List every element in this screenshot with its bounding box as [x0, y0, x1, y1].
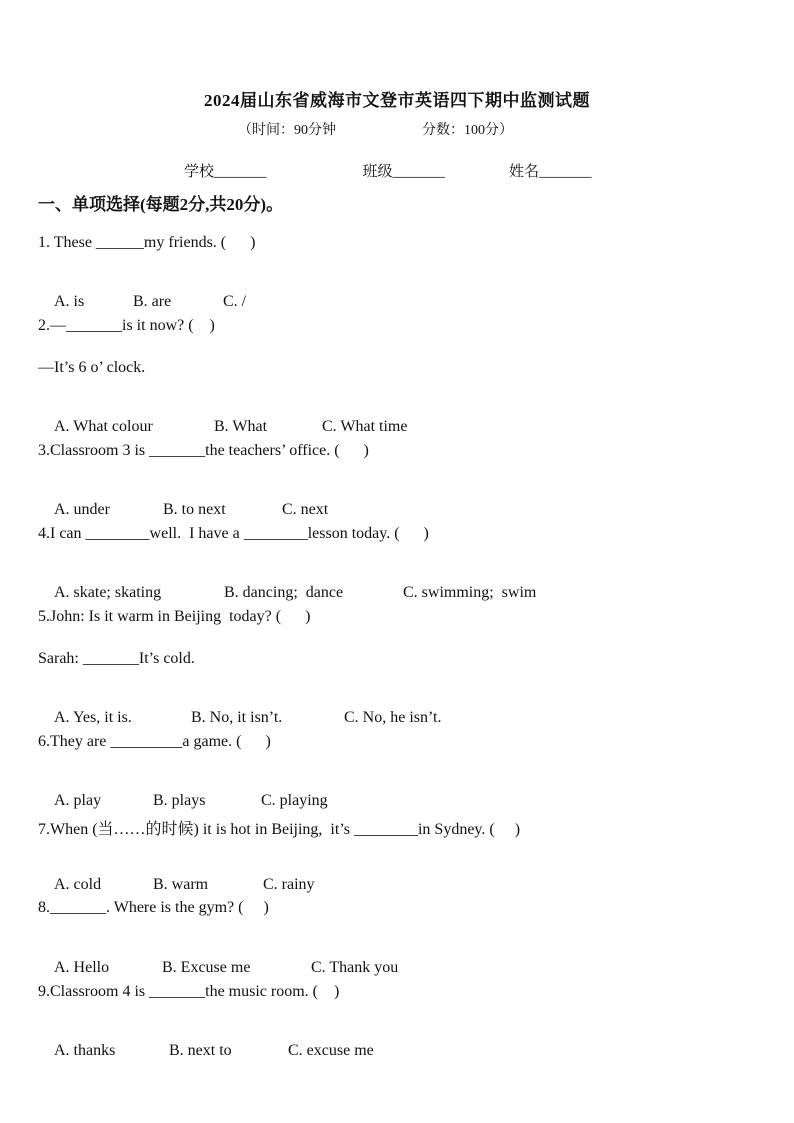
option-a[interactable]: A. skate; skating [54, 584, 162, 601]
option-b[interactable]: B. warm [153, 876, 209, 893]
student-info-fields [184, 160, 592, 181]
option-b[interactable]: B. plays [153, 792, 206, 809]
option-a[interactable]: A. play [54, 792, 102, 809]
question-stem: 1. These ______my friends. ( ) [38, 234, 256, 251]
option-b[interactable]: B. No, it isn’t. [191, 709, 283, 726]
option-c[interactable]: C. Thank you [311, 959, 399, 976]
option-b[interactable]: B. to next [163, 501, 226, 518]
class-field[interactable]: 班级_______ [362, 164, 446, 180]
option-c[interactable]: C. / [223, 293, 247, 310]
option-b[interactable]: B. Excuse me [162, 959, 251, 976]
question-stem-line: Sarah: _______It’s cold. [38, 650, 195, 667]
name-field[interactable]: 姓名_______ [509, 164, 592, 180]
option-c[interactable]: C. next [282, 501, 329, 518]
option-a[interactable]: A. is [54, 293, 85, 310]
option-b[interactable]: B. dancing; dance [224, 584, 344, 601]
question-stem: 9.Classroom 4 is _______the music room. ( ) [38, 983, 340, 1000]
question-stem: 7.When (当……的时候) it is hot in Beijing, it’s ________in Sydney. ( ) [38, 821, 521, 838]
question-stem: 4.I can ________well. I have a ________lesson today. ( ) [38, 525, 429, 542]
option-a[interactable]: A. What colour [54, 418, 153, 435]
section-heading: 一、单项选择(每题2分,共20分)。 [38, 195, 284, 214]
option-a[interactable]: A. Hello [54, 959, 110, 976]
option-c[interactable]: C. playing [261, 792, 328, 809]
question-stem: 5.John: Is it warm in Beijing today? ( ) [38, 608, 311, 625]
exam-score: 分数：100分） [422, 123, 513, 138]
option-a[interactable]: A. Yes, it is. [54, 709, 132, 726]
question-stem: 2.—_______is it now? ( ) [38, 317, 215, 334]
option-a[interactable]: A. cold [54, 876, 102, 893]
option-c[interactable]: C. No, he isn’t. [344, 709, 442, 726]
option-a[interactable]: A. thanks [54, 1042, 116, 1059]
option-c[interactable]: C. rainy [263, 876, 315, 893]
option-a[interactable]: A. under [54, 501, 110, 518]
exam-time: （时间：90分钟 [238, 123, 336, 138]
question-stem: 3.Classroom 3 is _______the teachers’ office. ( ) [38, 442, 369, 459]
exam-info [238, 119, 513, 139]
school-field[interactable]: 学校_______ [184, 164, 267, 180]
option-c[interactable]: C. What time [322, 418, 408, 435]
question-stem: 8._______. Where is the gym? ( ) [38, 899, 269, 916]
option-b[interactable]: B. are [133, 293, 172, 310]
page-title: 2024届山东省威海市文登市英语四下期中监测试题 [204, 91, 590, 110]
option-c[interactable]: C. excuse me [288, 1042, 374, 1059]
question-options [38, 1024, 374, 1078]
question-stem-line: —It’s 6 o’ clock. [38, 359, 146, 376]
question-stem: 6.They are _________a game. ( ) [38, 733, 271, 750]
option-b[interactable]: B. next to [169, 1042, 232, 1059]
option-b[interactable]: B. What [214, 418, 268, 435]
option-c[interactable]: C. swimming; swim [403, 584, 537, 601]
